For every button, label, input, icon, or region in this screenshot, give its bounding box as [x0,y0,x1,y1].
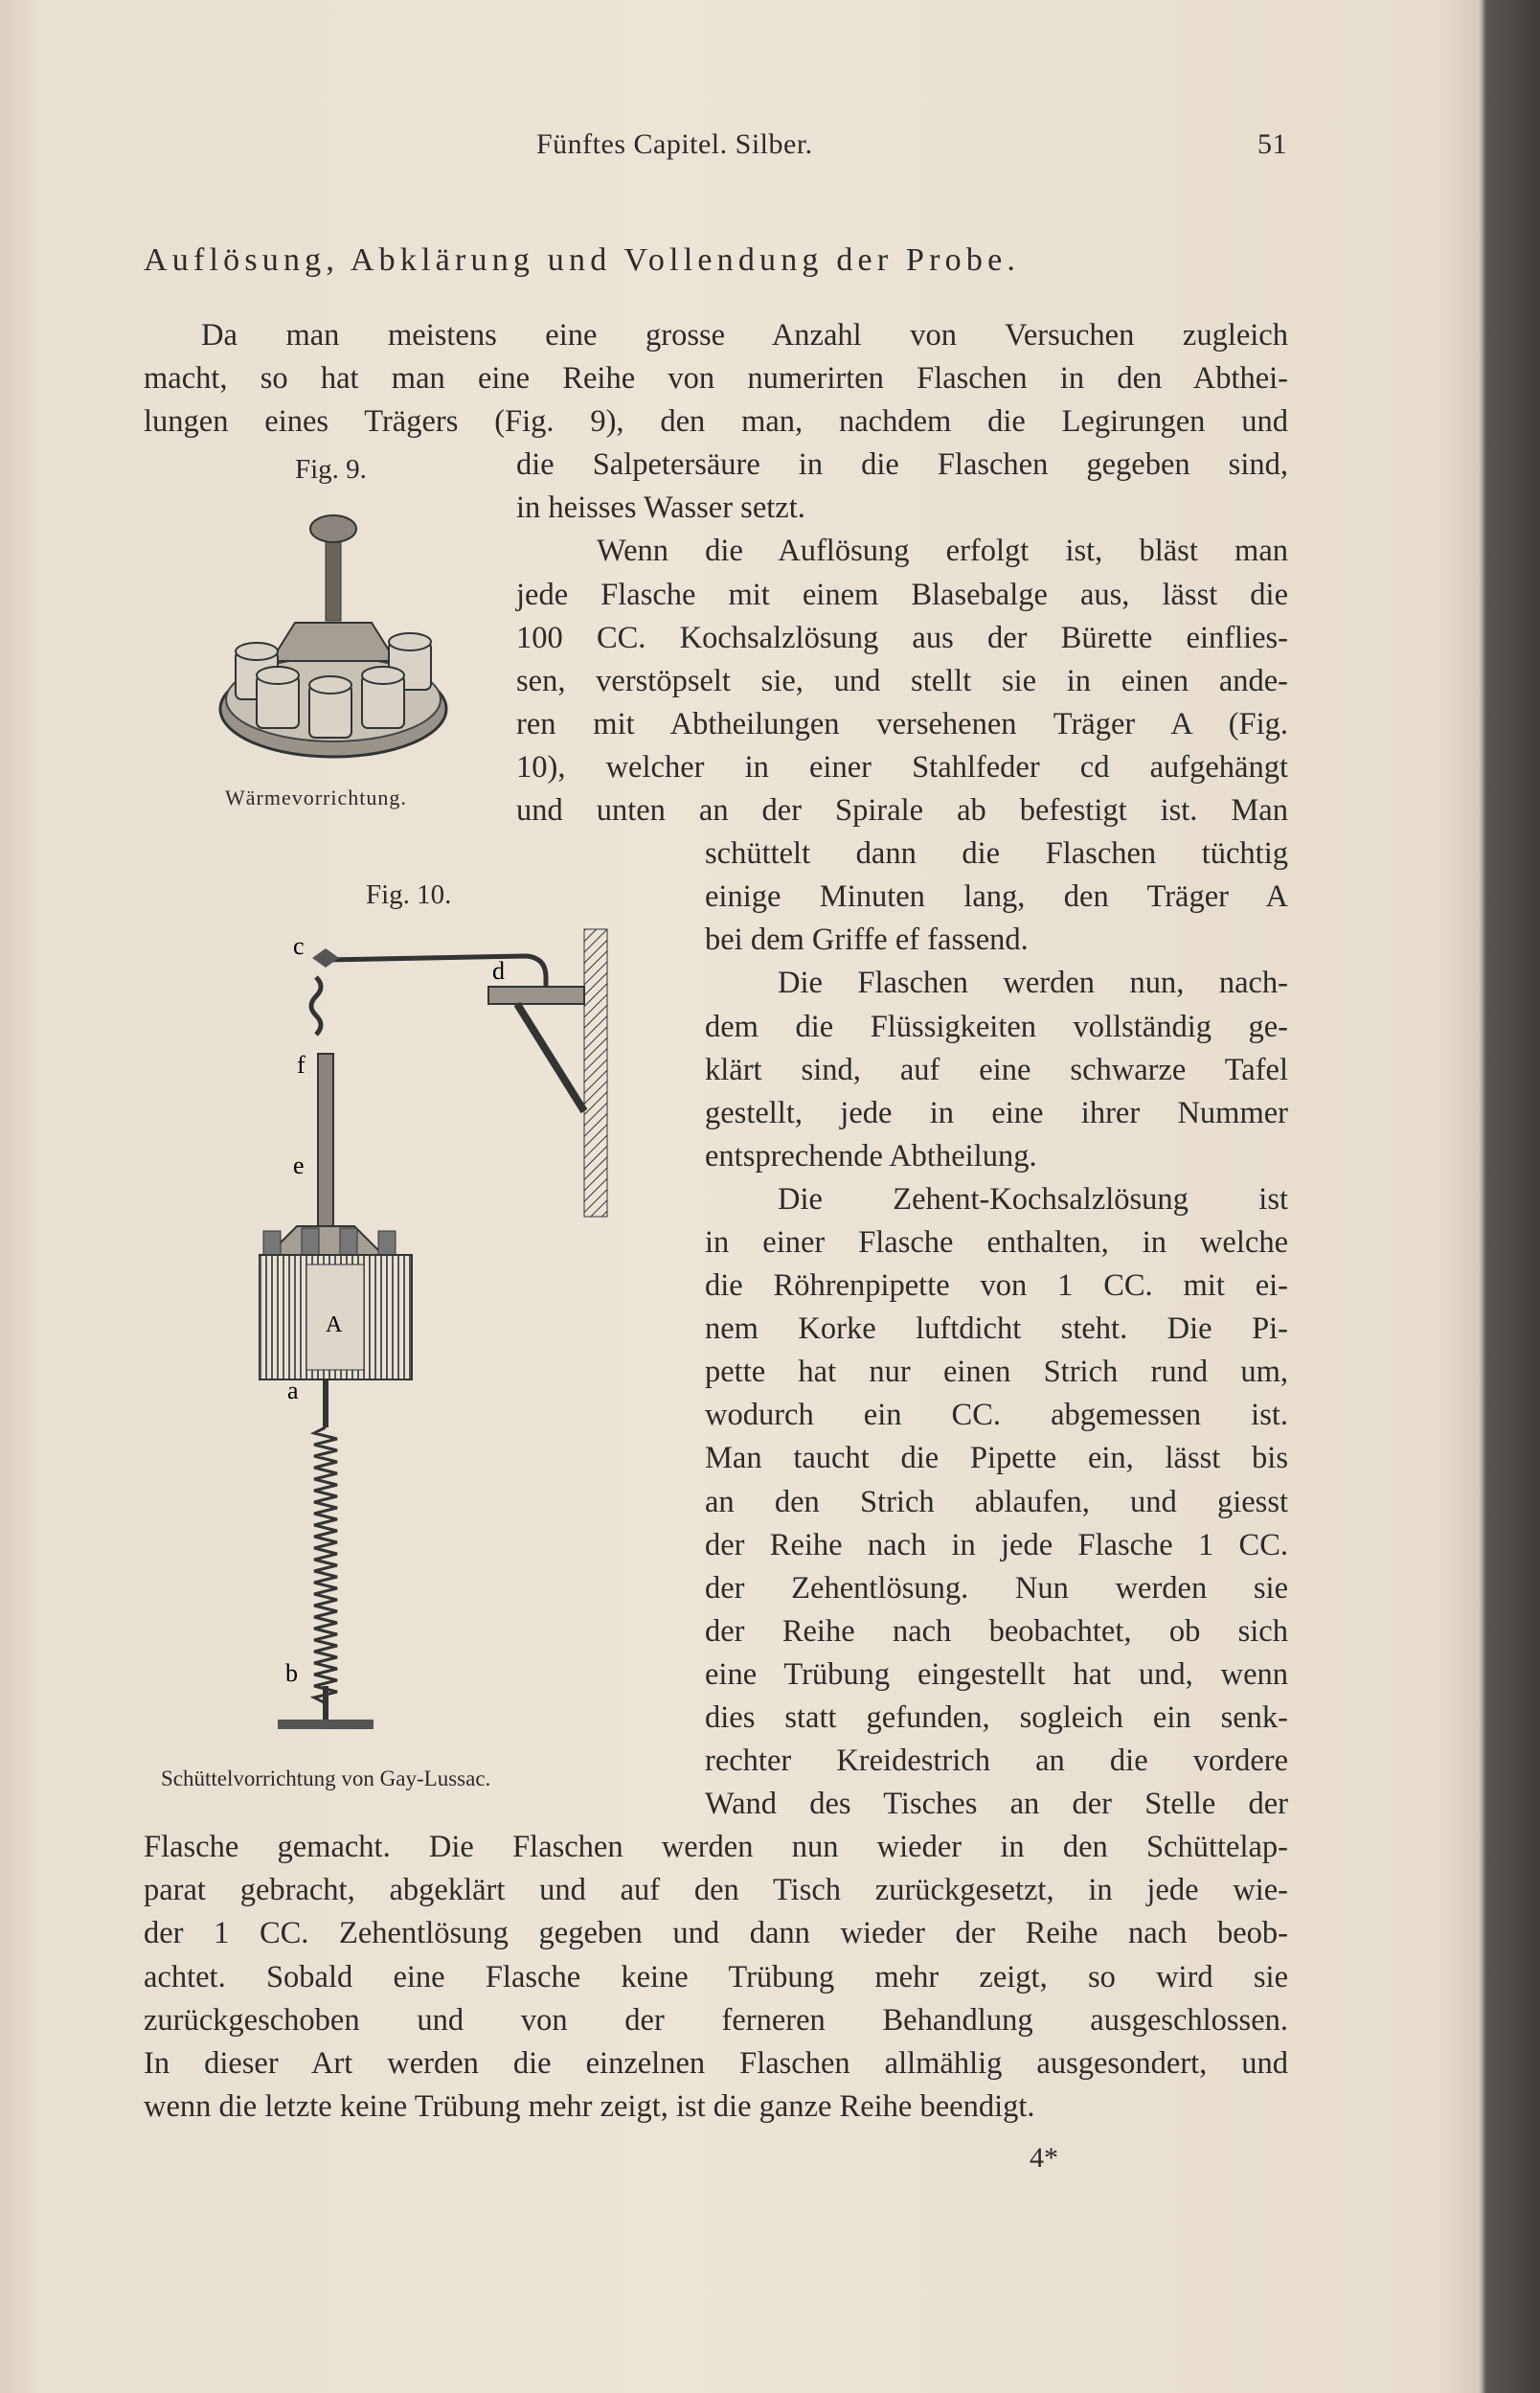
signature-mark: 4* [1030,2142,1058,2174]
fig10-caption: Schüttelvorrichtung von Gay-Lussac. [161,1766,491,1790]
text-line: in heisses Wasser setzt. [516,490,805,526]
text-line: 10), welcher in einer Stahlfeder cd aufgehängt [516,749,1288,785]
fig10-letter-f: f [297,1051,306,1079]
section-heading: Auflösung, Abklärung und Vollendung der Probe. [144,242,1021,278]
text-line: Da man meistens eine grosse Anzahl von Versuchen zugleich [201,318,1288,353]
text-line: einige Minuten lang, den Träger A [705,879,1288,915]
fig10-letter-a: a [287,1377,299,1404]
fig10-shaking-apparatus-illustration [259,920,623,1753]
text-line: die Salpetersäure in die Flaschen gegeben sind, [516,447,1288,483]
fig10-label: Fig. 10. [366,879,452,910]
running-title: Fünftes Capitel. Silber. [536,128,813,160]
text-line: klärt sind, auf eine schwarze Tafel [705,1052,1288,1087]
page-number: 51 [1257,128,1287,160]
text-line: entsprechende Abtheilung. [705,1138,1037,1174]
text-line: eine Trübung eingestellt hat und, wenn [705,1656,1288,1692]
text-line: an den Strich ablaufen, und giesst [705,1484,1288,1519]
text-line: sen, verstöpselt sie, und stellt sie in einen ande- [516,663,1288,698]
text-line: Wand des Tisches an der Stelle der [705,1787,1288,1822]
text-line: der 1 CC. Zehentlösung gegeben und dann wieder der Reihe nach beob- [144,1916,1288,1951]
text-line: Flasche gemacht. Die Flaschen werden nun wieder in den Schüttelap- [144,1830,1288,1865]
fig10-letter-d: d [492,957,505,985]
text-line: jede Flasche mit einem Blasebalge aus, lässt die [516,577,1288,612]
text-line: der Reihe nach beobachtet, ob sich [705,1613,1288,1649]
text-line: bei dem Griffe ef fassend. [705,923,1029,958]
text-line: parat gebracht, abgeklärt und auf den Tisch zurückgesetzt, in jede wie- [144,1873,1288,1908]
fig10-letter-b: b [285,1659,298,1687]
text-line: macht, so hat man eine Reihe von numerirten Flaschen in den Abthei- [144,361,1288,397]
text-line: in einer Flasche enthalten, in welche [705,1224,1288,1260]
text-line: zurückgeschoben und von der ferneren Behandlung ausgeschlossen. [144,2002,1288,2038]
fig9-caption: Wärmevorrichtung. [225,786,407,809]
text-line: Man taucht die Pipette ein, lässt bis [705,1441,1288,1476]
fig10-letter-c: c [293,932,305,960]
text-line: lungen eines Trägers (Fig. 9), den man, nachdem die Legirungen und [144,404,1288,440]
text-line: rechter Kreidestrich an die vordere [705,1743,1288,1779]
text-line: achtet. Sobald eine Flasche keine Trübung mehr zeigt, so wird sie [144,1959,1288,1994]
text-line: die Röhrenpipette von 1 CC. mit ei- [705,1268,1288,1304]
text-line: Die Flaschen werden nun, nach- [778,966,1288,1001]
text-line: dies statt gefunden, sogleich ein senk- [705,1700,1288,1735]
text-line: In dieser Art werden die einzelnen Flaschen allmählig ausgesondert, und [144,2045,1288,2081]
fig9-warming-apparatus-illustration [218,508,448,768]
text-line: der Reihe nach in jede Flasche 1 CC. [705,1527,1288,1562]
text-line: der Zehentlösung. Nun werden sie [705,1570,1288,1606]
text-line: pette hat nur einen Strich rund um, [705,1355,1288,1390]
text-line: Wenn die Auflösung erfolgt ist, bläst man [597,534,1288,569]
text-line: wenn die letzte keine Trübung mehr zeigt, ist die ganze Reihe beendigt. [144,2088,1035,2124]
text-line: 100 CC. Kochsalzlösung aus der Bürette einflies- [516,620,1288,655]
fig10-letter-e: e [293,1151,305,1179]
fig10-letter-A: A [326,1312,343,1337]
text-line: und unten an der Spirale ab befestigt ist. Man [516,793,1288,829]
text-line: ren mit Abtheilungen versehenen Träger A (Fig. [516,706,1288,741]
fig9-label: Fig. 9. [295,454,367,485]
text-line: wodurch ein CC. abgemessen ist. [705,1398,1288,1433]
text-line: dem die Flüssigkeiten vollständig ge- [705,1009,1288,1044]
text-line: gestellt, jede in eine ihrer Nummer [705,1095,1288,1130]
text-line: schüttelt dann die Flaschen tüchtig [705,836,1288,872]
text-line: Die Zehent-Kochsalzlösung ist [778,1181,1288,1217]
text-line: nem Korke luftdicht steht. Die Pi- [705,1311,1288,1347]
